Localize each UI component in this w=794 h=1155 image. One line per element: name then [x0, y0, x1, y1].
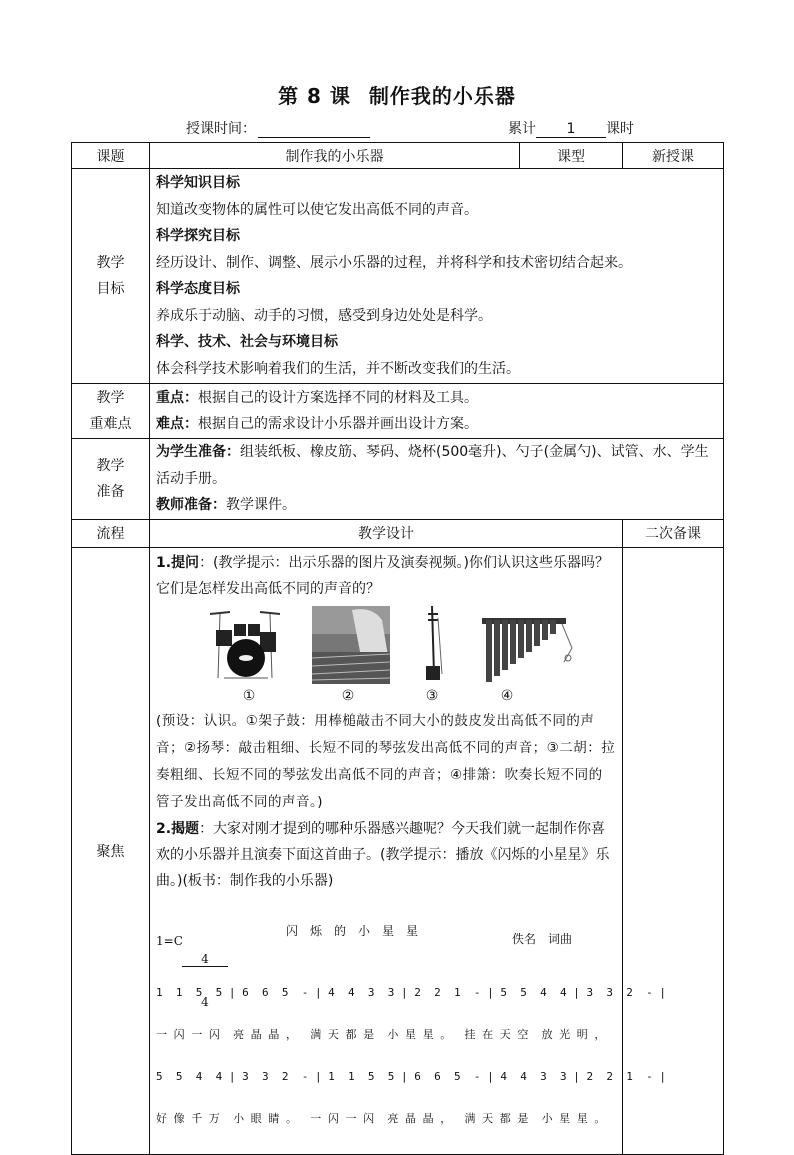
pic-num-3: ③ [425, 687, 439, 704]
dulcimer-image [312, 606, 390, 684]
music-score [156, 896, 666, 1154]
prep-row [72, 439, 724, 520]
reveal-text: ：大家对刚才提到的哪种乐器感兴趣呢？今天我们就一起制作你喜欢的小乐器并且演奏下面这首曲子。(教学提示：播放《闪烁的小星星》乐曲。)(板书：制作我的小乐器) [156, 820, 610, 889]
question-text: ：(教学提示：出示乐器的图片及演奏视频。)你们认识这些乐器吗？它们是怎样发出高低不同的声音的？ [156, 554, 609, 597]
title-suffix: 课 [329, 84, 351, 108]
focus-text: 根据自己的设计方案选择不同的材料及工具。 [198, 389, 478, 406]
score-lyrics-1: 一 闪 一 闪 亮 晶 晶 ， 满 天 都 是 小 星 星 。 挂 在 天 空 放 光 明 ， [156, 1027, 606, 1041]
design-label: 教学设计 [150, 519, 623, 547]
goal-sts-text: 体会科学技术影响着我们的生活，并不断改变我们的生活。 [156, 360, 520, 377]
lesson-number: 8 [307, 84, 322, 108]
question-head: 提问 [171, 554, 200, 571]
goal-attitude-text: 养成乐于动脑、动手的习惯，感受到身边处处是科学。 [156, 307, 492, 324]
panpipe-image [478, 612, 580, 684]
reveal-head: 揭题 [171, 820, 200, 837]
focus-head: 重点： [156, 389, 198, 406]
score-title: 闪 烁 的 小 星 星 [286, 923, 419, 938]
lesson-meta [0, 118, 794, 138]
page-title [0, 80, 794, 109]
goals-row [72, 169, 724, 384]
erhu-image [416, 604, 452, 684]
prep-label: 教学 准备 [72, 439, 150, 520]
goal-attitude-head: 科学态度目标 [156, 281, 240, 297]
instrument-pictures [204, 604, 616, 684]
teacher-prep-text: 教学课件。 [226, 497, 296, 513]
lesson-name: 制作我的小乐器 [368, 84, 516, 108]
score-key: 1=C [156, 933, 183, 948]
student-prep-text: 组装纸板、橡皮筋、琴码、烧杯(500毫升)、勺子(金属勺)、试管、水、学生活动手册。 [156, 444, 709, 487]
score-notes-1: 1 1 5 5 | 6 6 5 - | 4 4 3 3 | 2 2 1 - | 5 5 4 4 | 3 3 2 - | [156, 985, 666, 999]
goal-inquiry-text: 经历设计、制作、调整、展示小乐器的过程，并将科学和技术密切结合起来。 [156, 254, 632, 271]
lesson-plan-table [71, 142, 724, 1155]
total-unit: 课时 [606, 121, 634, 137]
score-credit: 佚名 词曲 [512, 931, 573, 946]
title-prefix: 第 [278, 84, 300, 108]
goal-knowledge-text: 知道改变物体的属性可以使它发出高低不同的声音。 [156, 201, 478, 218]
pic-num-4: ④ [500, 687, 514, 704]
teach-time-label: 授课时间： [186, 121, 256, 137]
flow-header-row [72, 519, 724, 547]
student-prep-head: 为学生准备： [156, 444, 240, 460]
total-hours [508, 118, 634, 138]
key-row [72, 384, 724, 439]
instrument-numbers [204, 684, 616, 708]
teach-time [186, 118, 370, 138]
teacher-prep-head: 教师准备： [156, 497, 226, 513]
topic-row [72, 143, 724, 169]
prep-content [150, 439, 724, 520]
type-value: 新授课 [623, 143, 724, 169]
difficulty-head: 难点： [156, 416, 198, 432]
score-notes-2: 5 5 4 4 | 3 3 2 - | 1 1 5 5 | 6 6 5 - | 4 4 3 3 | 2 2 1 - | [156, 1069, 666, 1083]
second-prep-cell[interactable] [623, 547, 724, 1154]
difficulty-text: 根据自己的需求设计小乐器并画出设计方案。 [198, 416, 478, 432]
pic-num-2: ② [341, 687, 355, 704]
flow-label: 流程 [72, 519, 150, 547]
goal-knowledge-head: 科学知识目标 [156, 175, 240, 191]
pic-num-1: ① [242, 687, 256, 704]
teach-time-field[interactable] [258, 123, 370, 138]
goals-label: 教学 目标 [72, 169, 150, 384]
key-label: 教学 重难点 [72, 384, 150, 439]
drum-kit-image [204, 606, 286, 684]
second-prep-label: 二次备课 [623, 519, 724, 547]
total-value: 1 [536, 121, 606, 138]
focus-stage-label: 聚焦 [72, 547, 150, 1154]
topic-label: 课题 [72, 143, 150, 169]
goal-sts-head: 科学、技术、社会与环境目标 [156, 334, 338, 350]
total-label: 累计 [508, 121, 536, 137]
type-label: 课型 [520, 143, 623, 169]
goal-inquiry-head: 科学探究目标 [156, 228, 240, 244]
focus-design-content: 1.提问：(教学提示：出示乐器的图片及演奏视频。)你们认识这些乐器吗？它们是怎样发出高低不同的声音的？ ① ② ③ ④ (预设：认识。①架子鼓：用棒槌敲击不同大小的鼓皮发出高低不同的声音；②扬琴：敲击粗细、长短不同的琴弦发出高低不同的声音；③二胡：拉奏粗细、长短不同的琴弦发出高低不同的声音；④排箫：吹奏长短不同的管子发出高低不同的声音。) 2.揭题：大家对刚才提到的哪种乐器感兴趣呢？今天我们就一起制作你喜欢的小乐器并且演奏下面这首曲子。(教学提示：播放《闪烁的小星星》乐曲。)(板书：制作我的小乐器) 1=C 4 4 闪 烁 的 小 星 星 佚名 词曲 1 1 5 5 | 6 6 5 - | 4 4 3 3 | 2 2 1 - | 5 5 4 4 | 3 3 2 - | 一 闪 一 闪 亮 晶 晶 ， 满 天 都 是 小 星 星 。 挂 在 天 空 放 光 明 ， 5 5 4 4 | 3 3 2 - | 1 1 5 5 | 6 6 5 - | 4 4 3 3 | 2 2 1 - | 好 像 千 万 小 眼 睛 。 一 闪 一 闪 亮 晶 晶 ， 满 天 都 是 小 星 星 。 [150, 547, 623, 1154]
goals-content [150, 169, 724, 384]
focus-row [72, 547, 724, 1154]
key-content [150, 384, 724, 439]
topic-value: 制作我的小乐器 [150, 143, 520, 169]
score-beat: 4 4 [182, 924, 228, 1037]
preset-answer: (预设：认识。①架子鼓：用棒槌敲击不同大小的鼓皮发出高低不同的声音；②扬琴：敲击粗细、长短不同的琴弦发出高低不同的声音；③二胡：拉奏粗细、长短不同的琴弦发出高低不同的声音；④排箫：吹奏长短不同的管子发出高低不同的声音。) [156, 712, 616, 810]
score-lyrics-2: 好 像 千 万 小 眼 睛 。 一 闪 一 闪 亮 晶 晶 ， 满 天 都 是 小 星 星 。 [156, 1111, 606, 1125]
